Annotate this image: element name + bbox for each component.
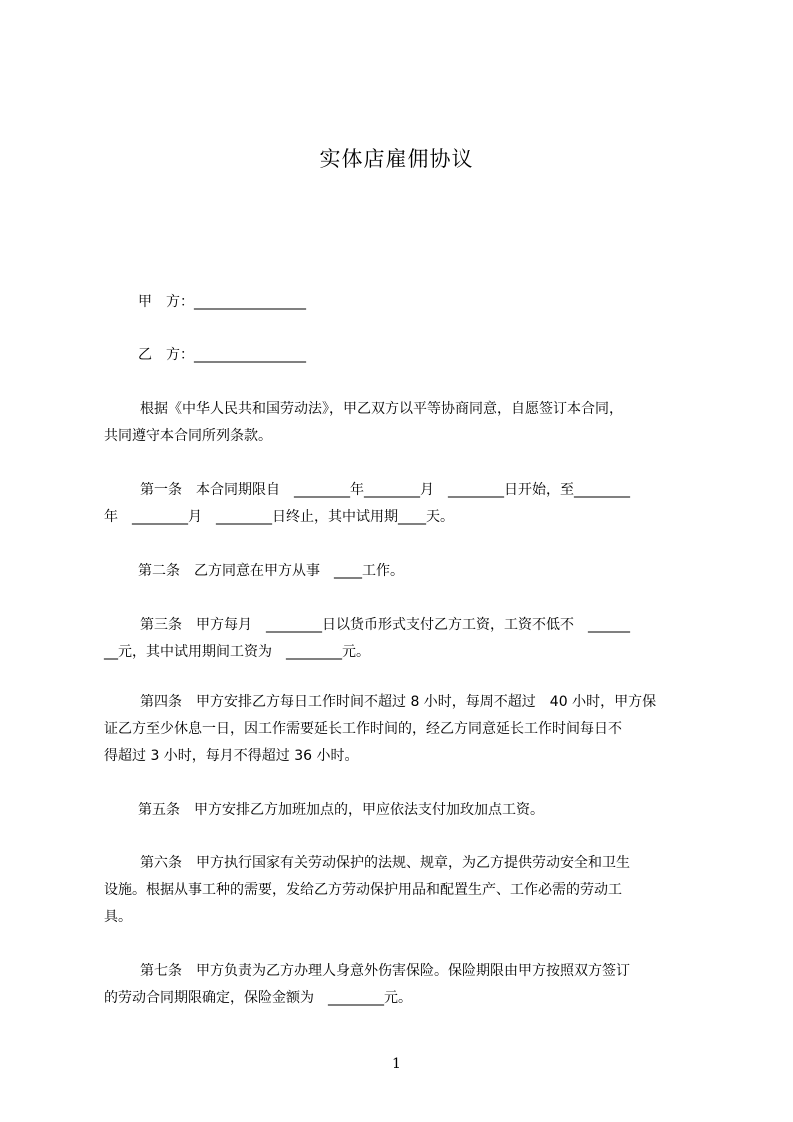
article7-line-1: 第七条 甲方负责为乙方办理人身意外伤害保险。保险期限由甲方按照双方签订 (140, 963, 630, 979)
page-number: 1 (392, 1056, 401, 1072)
document-title: 实体店雇佣协议 (319, 147, 474, 171)
article4-line-1: 第四条 甲方安排乙方每日工作时间不超过 8 小时，每周不超过 40 小时，甲方保 (140, 694, 657, 710)
article6-line-3: 具。 (104, 909, 132, 925)
party-a-line: 甲 方：________________ (138, 294, 306, 310)
article4-line-2: 证乙方至少休息一日，因工作需要延长工作时间的，经乙方同意延长工作时间每日不 (104, 721, 622, 737)
article3-line-1: 第三条 甲方每月 ________日以货币形式支付乙方工资，工资不低不 ______ (140, 617, 630, 633)
article2-line-1: 第二条 乙方同意在甲方从事 ____工作。 (138, 563, 404, 579)
intro-line-1: 根据《中华人民共和国劳动法》，甲乙双方以平等协商同意，自愿签订本合同， (140, 401, 623, 417)
intro-line-2: 共同遵守本合同所列条款。 (104, 428, 272, 444)
party-b-line: 乙 方：________________ (138, 347, 306, 363)
article1-line-2: 年 ________月 ________日终止，其中试用期____天。 (104, 509, 454, 525)
article5-line-1: 第五条 甲方安排乙方加班加点的，甲应依法支付加玫加点工资。 (138, 802, 544, 818)
article4-line-3: 得超过 3 小时，每月不得超过 36 小时。 (104, 748, 359, 764)
article6-line-2: 设施。根据从事工种的需要，发给乙方劳动保护用品和配置生产、工作必需的劳动工 (104, 882, 622, 898)
article3-line-2: __元，其中试用期间工资为 ________元。 (104, 644, 370, 660)
article6-line-1: 第六条 甲方执行国家有关劳动保护的法规、规章，为乙方提供劳动安全和卫生 (140, 855, 630, 871)
article7-line-2: 的劳动合同期限确定，保险金额为 ________元。 (104, 990, 412, 1006)
article1-line-1: 第一条 本合同期限自 ________年________月 ________日开始，至________ (140, 482, 630, 498)
